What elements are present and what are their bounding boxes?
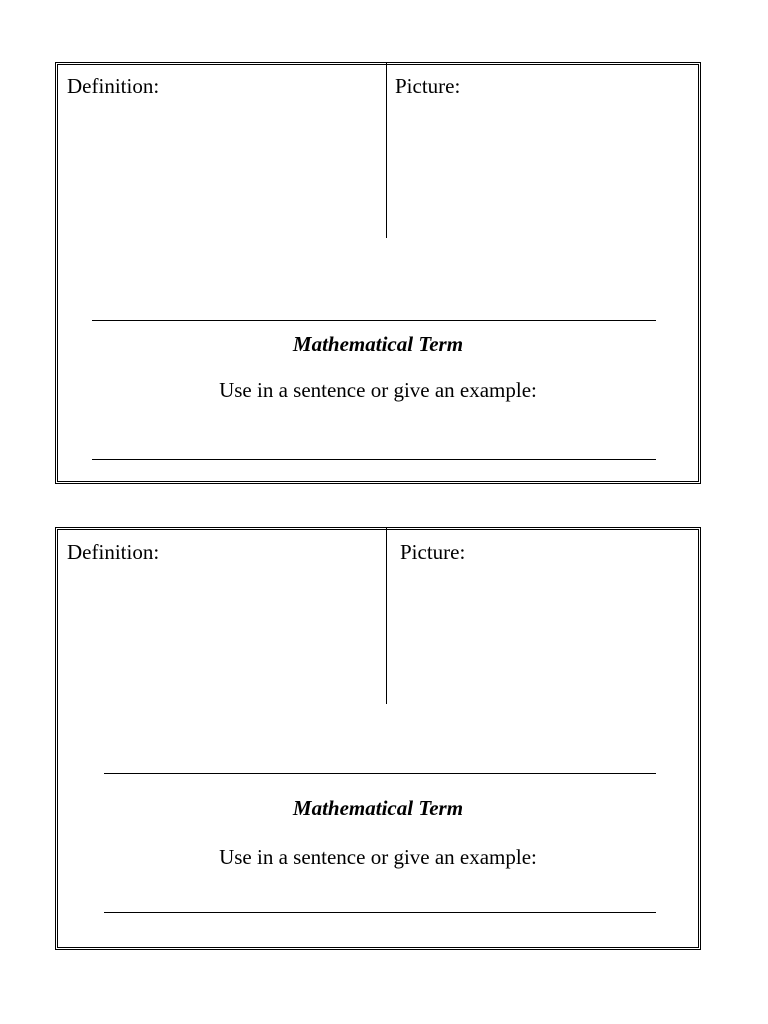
- example-line: [104, 912, 656, 913]
- term-line: [104, 773, 656, 774]
- term-heading: Mathematical Term: [292, 332, 464, 356]
- vocabulary-card-1: [55, 62, 701, 484]
- picture-label: Picture:: [400, 540, 466, 564]
- term-heading: Mathematical Term: [292, 796, 464, 820]
- column-divider: [386, 62, 387, 238]
- example-prompt: Use in a sentence or give an example:: [219, 378, 537, 402]
- column-divider: [386, 527, 387, 704]
- picture-label: Picture:: [395, 74, 461, 98]
- definition-label: Definition:: [67, 74, 160, 98]
- term-line: [92, 320, 656, 321]
- vocabulary-card-2: [55, 527, 701, 950]
- example-line: [92, 459, 656, 460]
- example-prompt: Use in a sentence or give an example:: [219, 845, 537, 869]
- definition-label: Definition:: [67, 540, 160, 564]
